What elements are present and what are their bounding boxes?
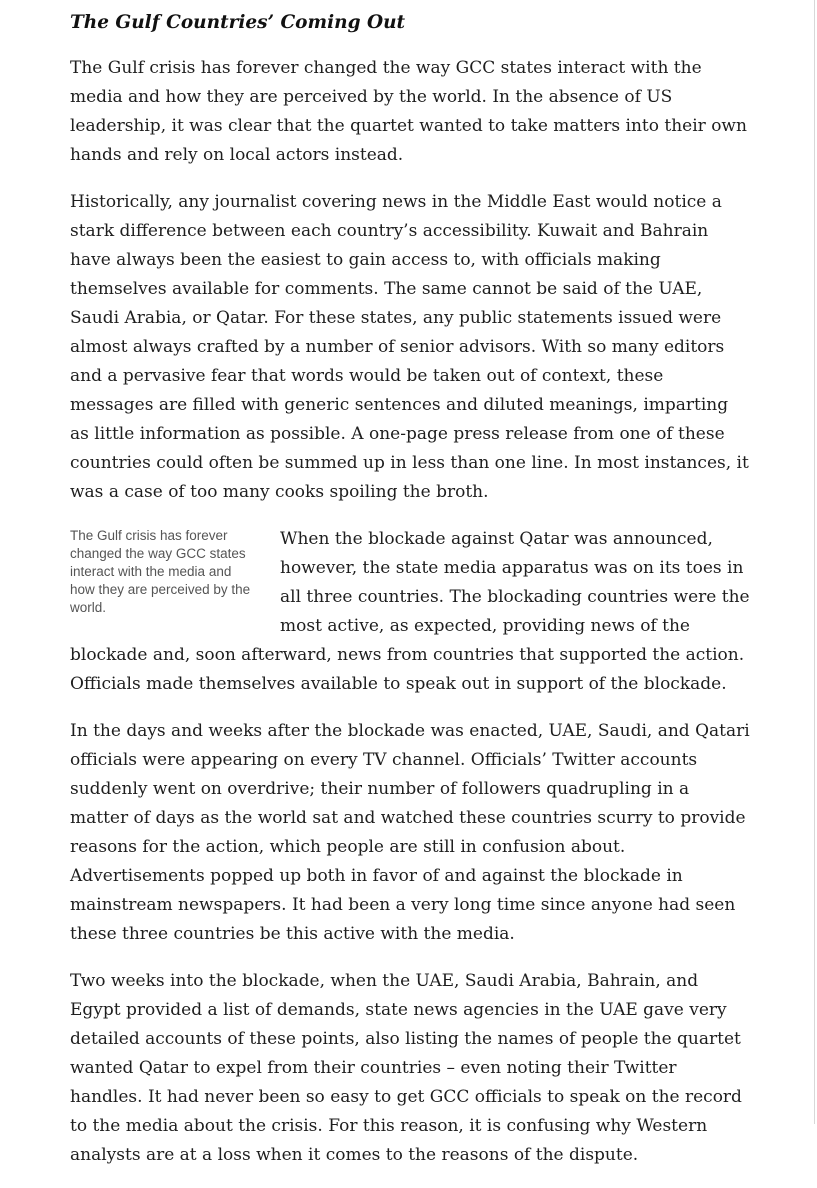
article-paragraph-2: Historically, any journalist covering news in the Middle East would notice a stark difference between each country’s accessibility. Kuwait and Bahrain have always been the easiest to gain access to, with officials making themselves available for comments. The same cannot be said of the UAE, Saudi Arabia, or Qatar. For these states, any public statements issued were almost always crafted by a number of senior advisors. With so many editors and a pervasive fear that words would be taken out of context, these messages are filled with generic sentences and diluted meanings, imparting as little information as possible. A one-page press release from one of these countries could often be summed up in less than one line. In most instances, it was a case of too many cooks spoiling the broth. (70, 192, 749, 502)
pull-quote: The Gulf crisis has forever changed the way GCC states interact with the media and how they are perceived by the world. (70, 528, 251, 615)
article-body (70, 8, 750, 1188)
article-paragraph-3: When the blockade against Qatar was announced, however, the state media apparatus was on its toes in all three countries. The blockading countries were the most active, as expected, providing news of the blockade and, soon afterward, news from countries that supported the action. Officials made themselves available to speak out in support of the blockade. (70, 529, 750, 694)
article-paragraph-1: The Gulf crisis has forever changed the way GCC states interact with the media and how they are perceived by the world. In the absence of US leadership, it was clear that the quartet wanted to take matters into their own hands and rely on local actors instead. (70, 58, 747, 165)
page-edge-divider (814, 0, 815, 1124)
article-paragraph-5: Two weeks into the blockade, when the UAE, Saudi Arabia, Bahrain, and Egypt provided a list of demands, state news agencies in the UAE gave very detailed accounts of these points, also listing the names of people the quartet wanted Qatar to expel from their countries – even noting their Twitter handles. It had never been so easy to get GCC officials to speak on the record to the media about the crisis. For this reason, it is confusing why Western analysts are at a loss when it comes to the reasons of the dispute. (70, 971, 742, 1165)
article-paragraph-4: In the days and weeks after the blockade was enacted, UAE, Saudi, and Qatari officials were appearing on every TV channel. Officials’ Twitter accounts suddenly went on overdrive; their number of followers quadrupling in a matter of days as the world sat and watched these countries scurry to provide reasons for the action, which people are still in confusion about. Advertisements popped up both in favor of and against the blockade in mainstream newspapers. It had been a very long time since anyone had seen these three countries be this active with the media. (70, 721, 750, 944)
article-section-title: The Gulf Countries’ Coming Out (70, 12, 406, 33)
